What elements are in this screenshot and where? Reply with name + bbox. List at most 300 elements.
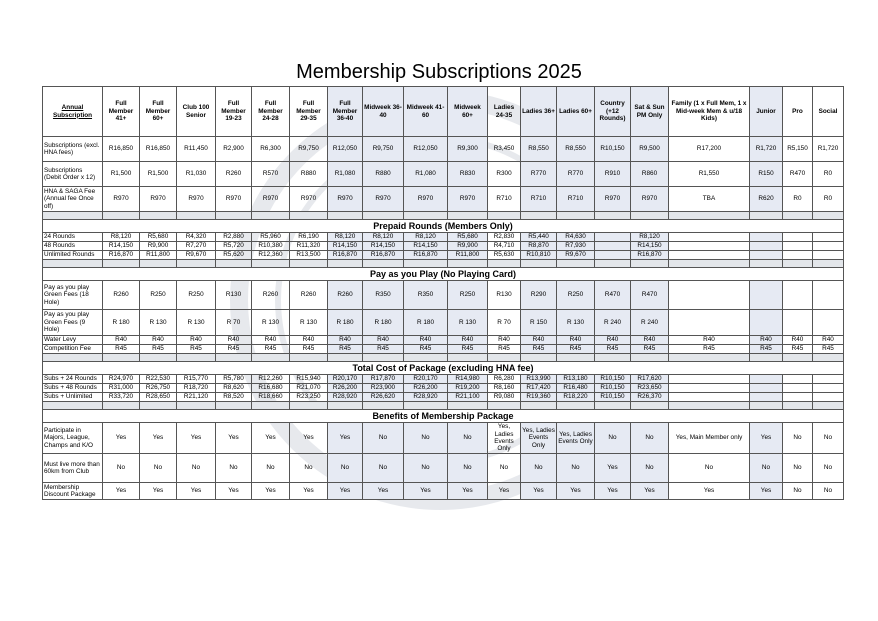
- table-cell: R17,200: [669, 137, 750, 162]
- table-cell: R350: [404, 281, 448, 310]
- table-cell: No: [252, 454, 290, 483]
- table-cell: No: [813, 454, 844, 483]
- section-heading: Prepaid Rounds (Members Only): [43, 220, 844, 233]
- row-label: Pay as you play Green Fees (9 Hole): [43, 310, 103, 336]
- section-heading-row: [43, 410, 844, 423]
- table-cell: R8,550: [521, 137, 557, 162]
- table-cell: R290: [521, 281, 557, 310]
- table-cell: R1,720: [750, 137, 783, 162]
- table-cell: No: [631, 454, 669, 483]
- table-cell: Yes: [404, 483, 448, 500]
- table-cell: [813, 384, 844, 393]
- table-cell: No: [290, 454, 328, 483]
- table-cell: R 240: [595, 310, 631, 336]
- spacer-cell: [290, 354, 328, 362]
- table-row: [43, 162, 844, 187]
- spacer-cell: [216, 260, 252, 268]
- membership-table: [42, 86, 844, 500]
- table-cell: R40: [448, 336, 488, 345]
- table-cell: Yes: [216, 483, 252, 500]
- spacer-cell: [783, 260, 813, 268]
- spacer-row: [43, 260, 844, 268]
- table-cell: R40: [328, 336, 363, 345]
- table-cell: No: [669, 454, 750, 483]
- table-cell: R8,620: [216, 384, 252, 393]
- table-cell: R8,520: [216, 393, 252, 402]
- table-cell: R40: [252, 336, 290, 345]
- table-cell: R9,080: [488, 393, 521, 402]
- table-cell: R18,220: [557, 393, 595, 402]
- table-cell: R11,320: [290, 242, 328, 251]
- table-cell: Yes: [290, 423, 328, 454]
- table-cell: R1,550: [669, 162, 750, 187]
- table-cell: R250: [557, 281, 595, 310]
- spacer-cell: [557, 354, 595, 362]
- table-cell: R 70: [216, 310, 252, 336]
- table-cell: R5,780: [216, 375, 252, 384]
- spacer-cell: [252, 260, 290, 268]
- table-cell: [783, 233, 813, 242]
- table-cell: Yes: [488, 483, 521, 500]
- table-cell: R6,300: [252, 137, 290, 162]
- table-cell: R21,070: [290, 384, 328, 393]
- table-cell: Yes: [103, 483, 140, 500]
- table-cell: [813, 281, 844, 310]
- table-cell: R250: [140, 281, 177, 310]
- table-cell: R16,850: [103, 137, 140, 162]
- table-cell: R40: [813, 336, 844, 345]
- row-label: Subscriptions (Debit Order x 12): [43, 162, 103, 187]
- table-cell: R130: [488, 281, 521, 310]
- table-cell: Yes: [103, 423, 140, 454]
- table-cell: R 130: [290, 310, 328, 336]
- spacer-cell: [750, 212, 783, 220]
- table-cell: R40: [140, 336, 177, 345]
- table-cell: Yes: [252, 423, 290, 454]
- table-cell: No: [595, 423, 631, 454]
- table-cell: R23,900: [363, 384, 404, 393]
- table-cell: R8,120: [631, 233, 669, 242]
- table-cell: R16,870: [404, 251, 448, 260]
- table-cell: R770: [557, 162, 595, 187]
- table-cell: R16,870: [363, 251, 404, 260]
- table-cell: [595, 242, 631, 251]
- table-cell: R19,200: [448, 384, 488, 393]
- table-cell: R970: [103, 187, 140, 212]
- table-cell: R33,720: [103, 393, 140, 402]
- table-cell: R250: [448, 281, 488, 310]
- table-cell: R13,500: [290, 251, 328, 260]
- table-cell: R40: [595, 336, 631, 345]
- table-cell: [669, 310, 750, 336]
- spacer-cell: [103, 354, 140, 362]
- table-cell: Yes: [557, 483, 595, 500]
- table-cell: R26,370: [631, 393, 669, 402]
- table-cell: R45: [521, 345, 557, 354]
- column-header: Ladies 36+: [521, 87, 557, 137]
- table-cell: R260: [103, 281, 140, 310]
- spacer-cell: [43, 402, 103, 410]
- table-cell: Yes: [631, 483, 669, 500]
- spacer-cell: [404, 354, 448, 362]
- table-cell: [750, 384, 783, 393]
- table-cell: R8,160: [488, 384, 521, 393]
- table-cell: [669, 233, 750, 242]
- table-cell: R9,670: [557, 251, 595, 260]
- table-cell: R3,450: [488, 137, 521, 162]
- table-cell: Yes: [216, 423, 252, 454]
- table-cell: R1,720: [813, 137, 844, 162]
- column-header: Midweek 36-40: [363, 87, 404, 137]
- table-row: [43, 281, 844, 310]
- table-cell: No: [363, 423, 404, 454]
- table-cell: R5,720: [216, 242, 252, 251]
- spacer-cell: [750, 402, 783, 410]
- spacer-cell: [631, 260, 669, 268]
- table-cell: R2,830: [488, 233, 521, 242]
- spacer-cell: [813, 212, 844, 220]
- table-cell: R14,150: [404, 242, 448, 251]
- spacer-cell: [595, 260, 631, 268]
- table-cell: R9,900: [140, 242, 177, 251]
- table-cell: R40: [521, 336, 557, 345]
- table-cell: R 70: [488, 310, 521, 336]
- table-cell: R470: [631, 281, 669, 310]
- column-header: Pro: [783, 87, 813, 137]
- spacer-row: [43, 402, 844, 410]
- table-cell: R11,450: [177, 137, 216, 162]
- column-header: Midweek 41-60: [404, 87, 448, 137]
- table-row: [43, 454, 844, 483]
- table-cell: R 180: [328, 310, 363, 336]
- table-cell: R26,620: [363, 393, 404, 402]
- header-label-cell: Annual Subscription: [43, 87, 103, 137]
- table-cell: R830: [448, 162, 488, 187]
- table-cell: R24,970: [103, 375, 140, 384]
- table-cell: R12,050: [404, 137, 448, 162]
- table-cell: R 130: [557, 310, 595, 336]
- spacer-cell: [363, 212, 404, 220]
- table-cell: R45: [404, 345, 448, 354]
- table-cell: R1,500: [103, 162, 140, 187]
- table-cell: R970: [595, 187, 631, 212]
- spacer-cell: [177, 260, 216, 268]
- table-cell: R350: [363, 281, 404, 310]
- spacer-cell: [669, 212, 750, 220]
- column-header: Midweek 60+: [448, 87, 488, 137]
- table-cell: R45: [783, 345, 813, 354]
- table-cell: R710: [557, 187, 595, 212]
- column-header: Full Member 19-23: [216, 87, 252, 137]
- table-cell: R45: [631, 345, 669, 354]
- table-cell: R18,660: [252, 393, 290, 402]
- table-cell: R 130: [448, 310, 488, 336]
- table-cell: [813, 393, 844, 402]
- table-cell: R8,120: [328, 233, 363, 242]
- spacer-cell: [557, 260, 595, 268]
- table-cell: R10,810: [521, 251, 557, 260]
- table-cell: R970: [177, 187, 216, 212]
- table-cell: R970: [448, 187, 488, 212]
- table-cell: R1,080: [404, 162, 448, 187]
- spacer-cell: [328, 402, 363, 410]
- table-cell: Yes: [328, 483, 363, 500]
- table-cell: R45: [140, 345, 177, 354]
- table-cell: R16,870: [103, 251, 140, 260]
- table-cell: R6,190: [290, 233, 328, 242]
- table-cell: R4,630: [557, 233, 595, 242]
- table-cell: R9,500: [631, 137, 669, 162]
- spacer-cell: [404, 212, 448, 220]
- table-cell: R40: [557, 336, 595, 345]
- table-row: [43, 310, 844, 336]
- table-cell: R45: [669, 345, 750, 354]
- table-cell: TBA: [669, 187, 750, 212]
- row-label: Subscriptions (excl. HNA fees): [43, 137, 103, 162]
- table-cell: R40: [290, 336, 328, 345]
- column-header: Full Member 24-28: [252, 87, 290, 137]
- table-cell: R28,650: [140, 393, 177, 402]
- table-cell: No: [750, 454, 783, 483]
- table-cell: R40: [669, 336, 750, 345]
- table-cell: R17,870: [363, 375, 404, 384]
- table-cell: R15,940: [290, 375, 328, 384]
- spacer-cell: [783, 212, 813, 220]
- table-cell: Yes: [140, 483, 177, 500]
- row-label: Subs + 24 Rounds: [43, 375, 103, 384]
- table-cell: [783, 281, 813, 310]
- table-cell: R620: [750, 187, 783, 212]
- table-cell: R16,870: [328, 251, 363, 260]
- spacer-cell: [521, 260, 557, 268]
- spacer-cell: [103, 402, 140, 410]
- spacer-cell: [488, 260, 521, 268]
- table-cell: R11,800: [140, 251, 177, 260]
- table-cell: [783, 393, 813, 402]
- column-header: Social: [813, 87, 844, 137]
- table-cell: R5,150: [783, 137, 813, 162]
- table-cell: R8,870: [521, 242, 557, 251]
- table-cell: No: [404, 454, 448, 483]
- table-cell: R45: [813, 345, 844, 354]
- table-cell: R 180: [103, 310, 140, 336]
- spacer-cell: [631, 402, 669, 410]
- table-cell: R970: [404, 187, 448, 212]
- row-label: Pay as you play Green Fees (18 Hole): [43, 281, 103, 310]
- spacer-cell: [557, 402, 595, 410]
- table-cell: No: [557, 454, 595, 483]
- table-cell: R31,000: [103, 384, 140, 393]
- table-cell: No: [813, 483, 844, 500]
- table-cell: R26,750: [140, 384, 177, 393]
- column-header: Ladies 60+: [557, 87, 595, 137]
- section-heading-row: [43, 268, 844, 281]
- section-heading: Pay as you Play (No Playing Card): [43, 268, 844, 281]
- table-row: [43, 375, 844, 384]
- table-cell: [669, 242, 750, 251]
- table-cell: [669, 393, 750, 402]
- table-cell: R40: [631, 336, 669, 345]
- table-cell: R260: [290, 281, 328, 310]
- spacer-cell: [363, 402, 404, 410]
- spacer-cell: [448, 402, 488, 410]
- table-cell: No: [404, 423, 448, 454]
- table-cell: R260: [252, 281, 290, 310]
- table-row: [43, 423, 844, 454]
- table-cell: R14,150: [103, 242, 140, 251]
- table-cell: R21,120: [177, 393, 216, 402]
- table-cell: No: [783, 423, 813, 454]
- row-label: 48 Rounds: [43, 242, 103, 251]
- table-cell: [783, 251, 813, 260]
- table-cell: R9,300: [448, 137, 488, 162]
- table-cell: Yes: [521, 483, 557, 500]
- column-header: Full Member 36-40: [328, 87, 363, 137]
- row-label: Subs + 48 Rounds: [43, 384, 103, 393]
- table-cell: [813, 242, 844, 251]
- table-cell: R16,870: [631, 251, 669, 260]
- spacer-row: [43, 354, 844, 362]
- table-row: [43, 251, 844, 260]
- table-cell: R5,680: [140, 233, 177, 242]
- table-cell: [813, 233, 844, 242]
- table-row: [43, 187, 844, 212]
- table-cell: R23,650: [631, 384, 669, 393]
- table-cell: R17,620: [631, 375, 669, 384]
- table-cell: R470: [783, 162, 813, 187]
- spacer-cell: [521, 354, 557, 362]
- table-cell: R970: [252, 187, 290, 212]
- section-heading: Benefits of Membership Package: [43, 410, 844, 423]
- spacer-cell: [448, 212, 488, 220]
- section-heading: Total Cost of Package (excluding HNA fee): [43, 362, 844, 375]
- table-cell: R 130: [177, 310, 216, 336]
- table-cell: R8,120: [103, 233, 140, 242]
- row-label: 24 Rounds: [43, 233, 103, 242]
- table-cell: Yes: [328, 423, 363, 454]
- table-cell: Yes: [750, 483, 783, 500]
- table-cell: R45: [595, 345, 631, 354]
- table-row: [43, 345, 844, 354]
- table-cell: R0: [813, 162, 844, 187]
- table-cell: R23,250: [290, 393, 328, 402]
- table-cell: Yes: [177, 423, 216, 454]
- table-cell: No: [521, 454, 557, 483]
- table-cell: [669, 281, 750, 310]
- table-cell: R880: [290, 162, 328, 187]
- table-cell: R5,960: [252, 233, 290, 242]
- table-cell: R14,150: [328, 242, 363, 251]
- table-cell: R12,050: [328, 137, 363, 162]
- spacer-cell: [669, 402, 750, 410]
- table-cell: No: [813, 423, 844, 454]
- table-cell: R 130: [140, 310, 177, 336]
- table-cell: No: [783, 454, 813, 483]
- table-row: [43, 233, 844, 242]
- spacer-row: [43, 212, 844, 220]
- table-cell: R2,880: [216, 233, 252, 242]
- spacer-cell: [783, 402, 813, 410]
- table-cell: R130: [216, 281, 252, 310]
- table-cell: R300: [488, 162, 521, 187]
- spacer-cell: [448, 354, 488, 362]
- table-cell: R 180: [363, 310, 404, 336]
- table-cell: R970: [290, 187, 328, 212]
- table-cell: R880: [363, 162, 404, 187]
- table-cell: No: [448, 454, 488, 483]
- table-cell: R5,620: [216, 251, 252, 260]
- spacer-cell: [290, 212, 328, 220]
- table-cell: No: [140, 454, 177, 483]
- table-cell: R40: [177, 336, 216, 345]
- table-cell: R9,670: [177, 251, 216, 260]
- row-label: Unlimited Rounds: [43, 251, 103, 260]
- table-cell: R970: [363, 187, 404, 212]
- spacer-cell: [328, 260, 363, 268]
- row-label: Competition Fee: [43, 345, 103, 354]
- table-cell: R45: [328, 345, 363, 354]
- spacer-cell: [813, 402, 844, 410]
- table-cell: [750, 375, 783, 384]
- section-heading-row: [43, 362, 844, 375]
- table-cell: R1,500: [140, 162, 177, 187]
- table-cell: R14,980: [448, 375, 488, 384]
- table-cell: No: [631, 423, 669, 454]
- table-cell: R40: [103, 336, 140, 345]
- table-cell: [750, 251, 783, 260]
- row-label: HNA & SAGA Fee (Annual fee Once off): [43, 187, 103, 212]
- table-cell: [595, 251, 631, 260]
- spacer-cell: [290, 402, 328, 410]
- spacer-cell: [43, 260, 103, 268]
- table-cell: R5,630: [488, 251, 521, 260]
- table-cell: [750, 242, 783, 251]
- table-cell: Yes, Main Member only: [669, 423, 750, 454]
- table-cell: R9,750: [290, 137, 328, 162]
- table-cell: [750, 310, 783, 336]
- table-cell: [813, 251, 844, 260]
- spacer-cell: [631, 212, 669, 220]
- table-cell: R45: [750, 345, 783, 354]
- spacer-cell: [177, 212, 216, 220]
- table-cell: R20,170: [328, 375, 363, 384]
- table-cell: R7,930: [557, 242, 595, 251]
- spacer-cell: [813, 354, 844, 362]
- table-cell: R260: [216, 162, 252, 187]
- table-cell: R10,150: [595, 393, 631, 402]
- column-header: Full Member 60+: [140, 87, 177, 137]
- column-header: Ladies 24-35: [488, 87, 521, 137]
- table-cell: R14,150: [631, 242, 669, 251]
- spacer-cell: [595, 402, 631, 410]
- spacer-cell: [140, 354, 177, 362]
- table-cell: Yes: [448, 483, 488, 500]
- table-cell: R970: [328, 187, 363, 212]
- table-cell: R16,480: [557, 384, 595, 393]
- table-cell: R45: [448, 345, 488, 354]
- row-label: Subs + Unlimited: [43, 393, 103, 402]
- spacer-cell: [328, 354, 363, 362]
- spacer-cell: [140, 212, 177, 220]
- table-cell: R1,030: [177, 162, 216, 187]
- spacer-cell: [252, 354, 290, 362]
- table-row: [43, 483, 844, 500]
- table-cell: R4,320: [177, 233, 216, 242]
- spacer-cell: [595, 354, 631, 362]
- spacer-cell: [363, 260, 404, 268]
- spacer-cell: [448, 260, 488, 268]
- table-cell: R40: [783, 336, 813, 345]
